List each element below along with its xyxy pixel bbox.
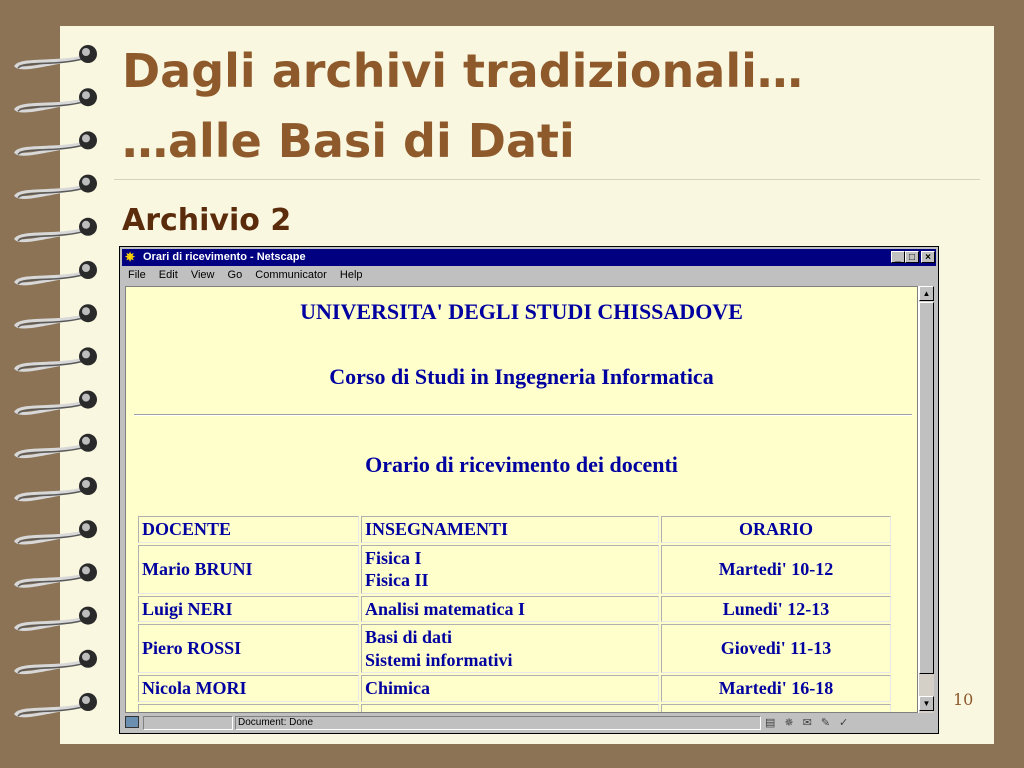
menu-go[interactable]: Go [227,269,243,281]
spiral-ring-icon [16,434,97,457]
cell-docente: Piero ROSSI [138,624,359,673]
course-name: Analisi matematica I [365,598,525,619]
cell-insegnamenti [361,596,659,623]
spiral-ring-icon [16,477,97,500]
cell-orario: Martedi' 10-12 [661,545,891,594]
course-name: Basi di dati [365,627,453,647]
progress-panel [143,716,233,730]
minimize-button[interactable]: _ [891,251,905,263]
menu-bar [128,269,373,285]
cell-orario [661,704,891,714]
page-number: 10 [953,690,974,709]
header-docente: DOCENTE [138,516,359,543]
browser-window [119,246,939,734]
spiral-binding [0,26,110,744]
spiral-ring-icon [16,218,97,241]
cell-insegnamenti [361,704,659,714]
spiral-ring-icon [16,261,97,284]
scroll-thumb[interactable] [919,302,934,674]
cell-orario: Lunedi' 12-13 [661,596,891,623]
menu-help[interactable]: Help [339,269,363,281]
window-title: Orari di ricevimento - Netscape [143,251,306,263]
horizontal-rule [134,414,912,416]
spiral-ring-icon [16,175,97,198]
spiral-ring-icon [16,650,97,673]
course-name: Fisica II [365,570,429,590]
spiral-ring-icon [16,88,97,111]
schedule-heading: Orario di ricevimento dei docenti [365,452,678,477]
cell-docente [138,704,359,714]
university-heading: UNIVERSITA' DEGLI STUDI CHISSADOVE [300,299,743,324]
close-button[interactable]: × [921,251,935,263]
status-panel [235,716,761,730]
spiral-ring-icon [16,304,97,327]
header-orario: ORARIO [661,516,891,543]
spiral-ring-icon [16,563,97,586]
scroll-down-icon[interactable]: ▼ [919,696,934,711]
course-name: Fisica I [365,547,422,568]
spiral-ring-icon [16,693,97,716]
table-row [138,704,891,714]
course-heading: Corso di Studi in Ingegneria Informatica [329,364,714,389]
table-row [138,624,891,673]
component-bar-icons[interactable]: ▤✵✉✎✓ [765,717,858,729]
netscape-icon: ✵ [125,250,136,264]
spiral-ring-icon [16,347,97,370]
slide-title-line1: Dagli archivi tradizionali… [122,44,803,98]
menu-communicator[interactable]: Communicator [255,269,327,281]
course-name: Sistemi informativi [365,649,513,670]
status-text: Document: Done [238,717,314,728]
vertical-scrollbar[interactable] [918,286,934,713]
menu-view[interactable]: View [190,269,215,281]
status-bar [122,715,936,731]
table-row [138,596,891,623]
table-header-row [138,516,891,543]
slide-title-line2: …alle Basi di Dati [122,114,575,168]
cell-insegnamenti [361,624,659,673]
office-hours-table [136,514,893,713]
course-name: Chimica [365,678,430,698]
maximize-button[interactable]: □ [905,251,919,263]
spiral-ring-icon [16,131,97,154]
menu-edit[interactable]: Edit [158,269,178,281]
header-insegnamenti: INSEGNAMENTI [361,516,659,543]
menu-file[interactable]: File [128,269,146,281]
cell-docente: Mario BRUNI [138,545,359,594]
cell-orario: Martedi' 16-18 [661,675,891,702]
cell-insegnamenti [361,675,659,702]
spiral-ring-icon [16,45,97,68]
window-titlebar[interactable] [122,249,936,266]
cell-docente: Luigi NERI [138,596,359,623]
cell-insegnamenti [361,545,659,594]
security-icon[interactable] [125,716,139,728]
scroll-up-icon[interactable]: ▲ [919,286,934,301]
cell-orario: Giovedi' 11-13 [661,624,891,673]
table-row [138,545,891,594]
cell-docente: Nicola MORI [138,675,359,702]
slide-subtitle: Archivio 2 [122,203,292,238]
spiral-ring-icon [16,520,97,543]
page-viewport[interactable] [125,286,918,713]
spiral-ring-icon [16,391,97,414]
table-row [138,675,891,702]
title-divider [114,179,980,180]
spiral-ring-icon [16,607,97,630]
